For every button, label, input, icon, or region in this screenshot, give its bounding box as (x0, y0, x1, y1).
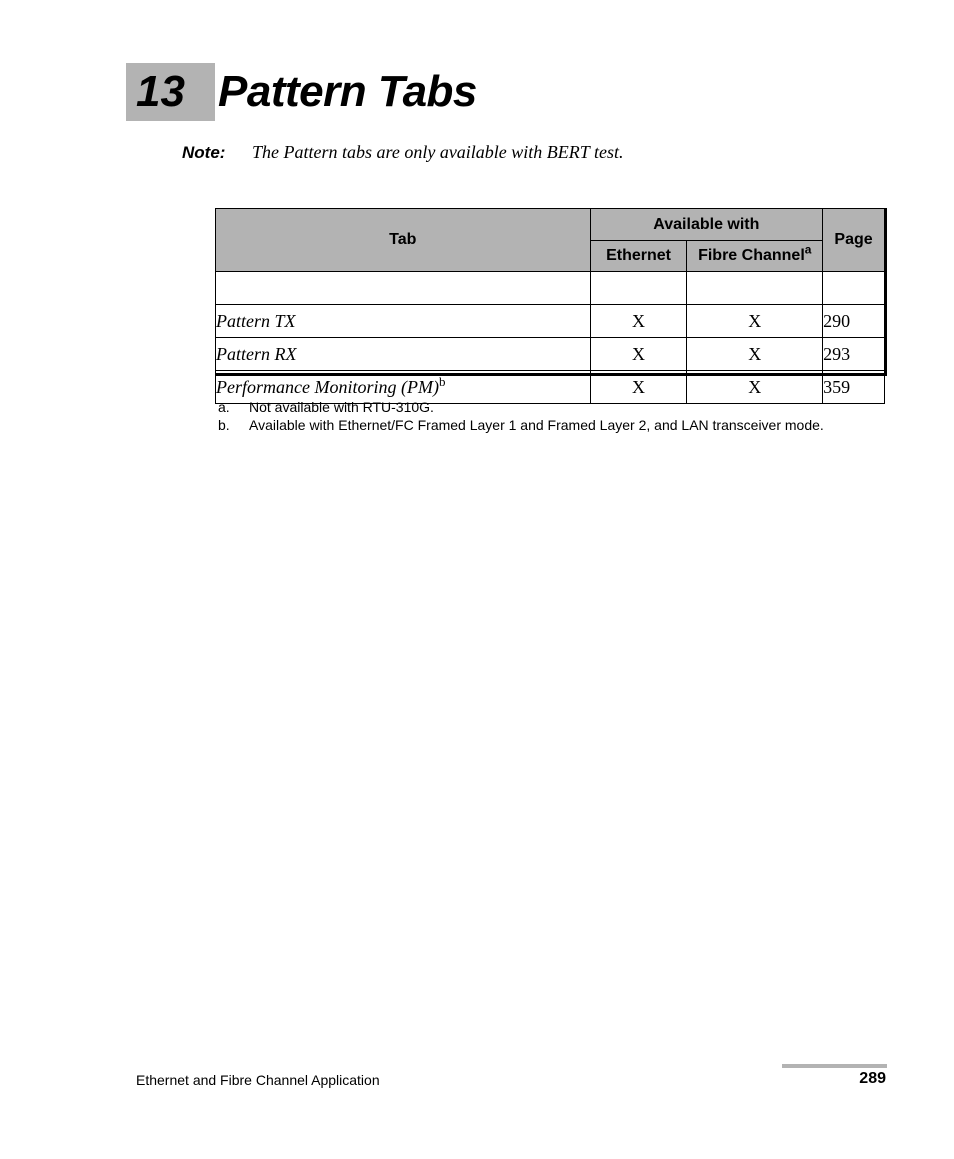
footnote-text: Available with Ethernet/FC Framed Layer 1 and Framed Layer 2, and LAN transceiver mode. (249, 417, 824, 433)
row-tab (216, 338, 591, 371)
header-page: Page (823, 209, 885, 272)
row-ethernet: X (590, 338, 687, 371)
pattern-tabs-table (215, 208, 885, 404)
table-row (216, 338, 885, 371)
footer-document-title: Ethernet and Fibre Channel Application (136, 1072, 380, 1088)
row-page: 293 (823, 338, 885, 371)
note (182, 141, 623, 164)
header-ethernet: Ethernet (590, 241, 687, 272)
header-separator (216, 272, 885, 305)
header-available-with: Available with (590, 209, 823, 241)
header-fibre-channel-label: Fibre Channel (698, 247, 805, 264)
row-tab-label: Pattern RX (216, 343, 297, 364)
header-tab: Tab (216, 209, 591, 272)
chapter-number: 13 (136, 67, 185, 116)
footnote (218, 398, 824, 416)
row-ethernet: X (590, 305, 687, 338)
footer-rule (782, 1064, 887, 1068)
row-tab (216, 305, 591, 338)
table-row (216, 305, 885, 338)
row-page: 290 (823, 305, 885, 338)
footnote (218, 416, 824, 434)
row-tab-footnote-marker: b (438, 373, 446, 389)
footnote-text: Not available with RTU-310G. (249, 399, 434, 415)
row-tab-label: Performance Monitoring (PM) (216, 376, 439, 397)
chapter-title: Pattern Tabs (218, 67, 477, 116)
row-tab-label: Pattern TX (216, 310, 296, 331)
footer-page-number: 289 (859, 1070, 886, 1087)
row-ethernet: X (590, 371, 687, 404)
header-fibre-channel (687, 241, 823, 272)
footnote-letter: b. (218, 417, 230, 433)
note-label: Note: (182, 143, 226, 162)
row-page: 359 (823, 371, 885, 404)
table-footnotes (218, 398, 824, 434)
footnote-letter: a. (218, 399, 230, 415)
note-text: The Pattern tabs are only available with BERT test. (252, 142, 624, 162)
header-fibre-channel-footnote-marker: a (804, 242, 812, 257)
row-fibre-channel: X (687, 338, 823, 371)
row-fibre-channel: X (687, 371, 823, 404)
row-fibre-channel: X (687, 305, 823, 338)
